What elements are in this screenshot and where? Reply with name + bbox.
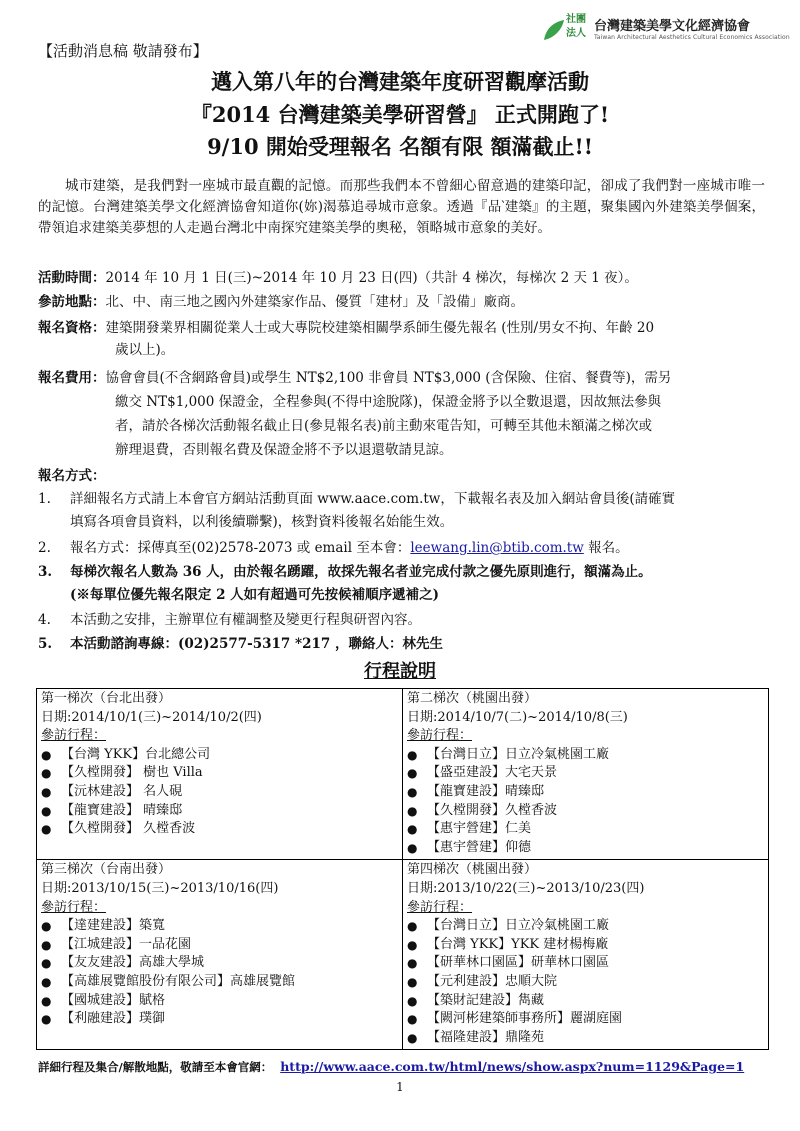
method-number-4: 4. xyxy=(38,612,51,628)
batch-2-title: 第二梯次（桃園出發） xyxy=(407,691,538,706)
batch-2-item: ● 【久樘開發】久樘香波 xyxy=(407,802,764,821)
batch-4-item: ● 【福隆建設】鼎隆苑 xyxy=(407,1029,764,1048)
fee-line-1: 協會會員(不含網路會員)或學生 NT$2,100 非會員 NT$3,000 (含保險、住宿、餐費等)，需另 xyxy=(105,370,672,386)
batch-2-date: 日期:2014/10/7(二)~2014/10/8(三) xyxy=(407,709,628,725)
batch-3-item: ● 【達建建設】築寬 xyxy=(41,917,398,936)
batch-3-item: ● 【友友建設】高雄大學城 xyxy=(41,954,398,973)
batch-3-item: ● 【江城建設】一品花園 xyxy=(41,936,398,955)
method-number-2: 2. xyxy=(38,540,51,556)
batch-3-item: ● 【利融建設】璞御 xyxy=(41,1010,398,1029)
batch-1-visit-label: 參訪行程： xyxy=(41,728,107,744)
method-item-1-line-1: 詳細報名方式請上本會官方網站活動頁面 www.aace.com.tw，下載報名表及加入網站會員後(請確實 xyxy=(70,491,676,507)
fee-line-4: 辦理退費，否則報名費及保證金將不予以退還敬請見諒。 xyxy=(115,442,453,458)
batch-4-item: ● 【台灣日立】日立冷氣桃園工廠 xyxy=(407,917,764,936)
logo-org-line2: 法人 xyxy=(566,28,586,39)
contact-email-link[interactable]: leewang.lin@btib.com.tw xyxy=(410,540,584,556)
qualification-line-1: 建築開發業界相關從業人士或大專院校建築相關學系師生優先報名 (性別/男女不拘、年齡 20 xyxy=(105,320,655,336)
intro-paragraph: 城市建築，是我們對一座城市最直觀的記憶。而那些我們本不曾細心留意過的建築印記，卻成了我們對一座城市唯一的記憶。台灣建築美學文化經濟協會知道你(妳)渴慕追尋城市意象。透過『品‵建築』的主題，聚集國內外建築美學個案，帶領追求建築美夢想的人走過台灣北中南探究建築美學的奧秘，領略城市意象的美好。 xyxy=(38,178,765,236)
method-item-2-pre: 報名方式：採傳真至(02)2578-2073 或 email 至本會： xyxy=(70,540,411,556)
batch-1-cell xyxy=(37,689,403,860)
headline-3: 9/10 開始受理報名 名額有限 額滿截止!! xyxy=(207,134,593,159)
association-logo xyxy=(540,14,790,48)
leaf-logo-icon xyxy=(540,16,568,44)
event-page-link[interactable]: http://www.aace.com.tw/html/news/show.aspx?num=1129&Page=1 xyxy=(280,1059,745,1074)
batch-3-item: ● 【國城建設】賦格 xyxy=(41,992,398,1011)
batch-4-title: 第四梯次（桃園出發） xyxy=(407,862,538,878)
batch-1-item: ● 【台灣 YKK】台北總公司 xyxy=(41,746,398,765)
batch-1-item: ● 【沅林建設】 名人硯 xyxy=(41,783,398,802)
visit-place-text: 北、中、南三地之國內外建築家作品、優質「建材」及「設備」廠商。 xyxy=(105,294,524,310)
batch-4-item: ● 【築財記建設】雋藏 xyxy=(407,992,764,1011)
batch-4-cell xyxy=(403,860,769,1050)
batch-4-date: 日期:2013/10/22(三)~2013/10/23(四) xyxy=(407,880,645,896)
batch-1-date: 日期:2014/10/1(三)~2014/10/2(四) xyxy=(41,709,262,725)
batch-4-visit-label: 參訪行程： xyxy=(407,899,473,915)
schedule-title: 行程說明 xyxy=(364,661,436,682)
press-kicker: 【活動消息稿 敬請發布】 xyxy=(38,42,208,60)
batch-1-item: ● 【久樘開發】 久樘香波 xyxy=(41,820,398,839)
event-time-text: 2014 年 10 月 1 日(三)~2014 年 10 月 23 日(四)（共計 4 梯次，每梯次 2 天 1 夜）。 xyxy=(105,270,638,286)
page-number: 1 xyxy=(396,1080,404,1094)
batch-4-item: ● 【元利建設】忠順大院 xyxy=(407,973,764,992)
batch-2-item: ● 【龍寶建設】晴臻邸 xyxy=(407,783,764,802)
visit-place-label: 參訪地點： xyxy=(38,294,106,310)
footer-note xyxy=(38,1059,744,1075)
method-item-2-post: 報名。 xyxy=(583,540,629,556)
method-item-3: 每梯次報名人數為 36 人，由於報名踴躍，故採先報名者並完成付款之優先原則進行，額滿為止。 xyxy=(70,564,652,580)
batch-3-title: 第三梯次（台南出發） xyxy=(41,862,172,878)
qualification-line-2: 歲以上)。 xyxy=(115,342,175,358)
visit-place xyxy=(38,292,768,313)
schedule-table xyxy=(36,688,769,1050)
footer-text: 詳細行程及集合/解散地點，敬請至本會官網： xyxy=(38,1060,273,1074)
method-number-1: 1. xyxy=(38,491,51,507)
batch-3-cell xyxy=(37,860,403,1050)
method-number-3: 3. xyxy=(38,564,53,580)
fee-line-2: 繳交 NT$1,000 保證金，全程參與(不得中途脫隊)，保證金將予以全數退還，因故無法參與 xyxy=(115,394,662,410)
logo-name: 台灣建築美學文化經濟協會 xyxy=(594,19,751,34)
batch-3-item: ● 【高雄展覽館股份有限公司】高雄展覽館 xyxy=(41,973,398,992)
method-item-4: 本活動之安排，主辦單位有權調整及變更行程與研習內容。 xyxy=(70,612,421,628)
batch-4-item: ● 【研華林口園區】研華林口園區 xyxy=(407,954,764,973)
fee-row xyxy=(38,368,768,389)
batch-3-visit-label: 參訪行程： xyxy=(41,899,107,915)
batch-1-title: 第一梯次（台北出發） xyxy=(41,691,172,706)
fee-label: 報名費用： xyxy=(38,370,106,386)
method-number-5: 5. xyxy=(38,636,53,652)
batch-2-cell xyxy=(403,689,769,860)
method-heading: 報名方式： xyxy=(38,468,106,484)
batch-2-visit-label: 參訪行程： xyxy=(407,728,473,744)
batch-2-item: ● 【惠宇營建】仁美 xyxy=(407,820,764,839)
batch-1-item: ● 【久樘開發】 樹也 Villa xyxy=(41,764,398,783)
batch-1-item: ● 【龍寶建設】 晴臻邸 xyxy=(41,802,398,821)
qualification-label: 報名資格： xyxy=(38,320,106,336)
schedule-row-1 xyxy=(37,689,769,860)
batch-2-item: ● 【台灣日立】日立冷氣桃園工廠 xyxy=(407,746,764,765)
method-item-3-note: (※每單位優先報名限定 2 人如有超過可先按候補順序遞補之) xyxy=(70,587,440,603)
batch-2-item: ● 【盛亞建設】大宅天景 xyxy=(407,764,764,783)
logo-name-en: Taiwan Architectural Aesthetics Cultural Economics Association xyxy=(594,34,790,41)
batch-2-item: ● 【惠宇營建】仰德 xyxy=(407,839,764,858)
headline-2: 『2014 台灣建築美學研習營』 正式開跑了! xyxy=(190,102,610,127)
batch-4-item: ● 【台灣 YKK】YKK 建材楊梅廠 xyxy=(407,936,764,955)
method-item-5: 本活動諮詢專線：(02)2577-5317 *217 ，聯絡人：林先生 xyxy=(70,636,443,652)
qualification-label-row xyxy=(38,318,768,339)
batch-3-date: 日期:2013/10/15(三)~2013/10/16(四) xyxy=(41,880,279,896)
method-item-2 xyxy=(70,538,770,559)
fee-line-3: 者，請於各梯次活動報名截止日(參見報名表)前主動來電告知，可轉至其他未額滿之梯次或 xyxy=(115,418,653,434)
schedule-row-2 xyxy=(37,860,769,1050)
logo-org-line1: 社團 xyxy=(566,14,586,25)
method-item-1-line-2: 填寫各項會員資料，以利後續聯繫)，核對資料後報名始能生效。 xyxy=(70,514,454,530)
event-time xyxy=(38,268,768,289)
event-time-label: 活動時間： xyxy=(38,270,106,286)
batch-4-item: ● 【闕河彬建築師事務所】麗湖庭園 xyxy=(407,1010,764,1029)
headline-1: 邁入第八年的台灣建築年度研習觀摩活動 xyxy=(211,69,589,94)
